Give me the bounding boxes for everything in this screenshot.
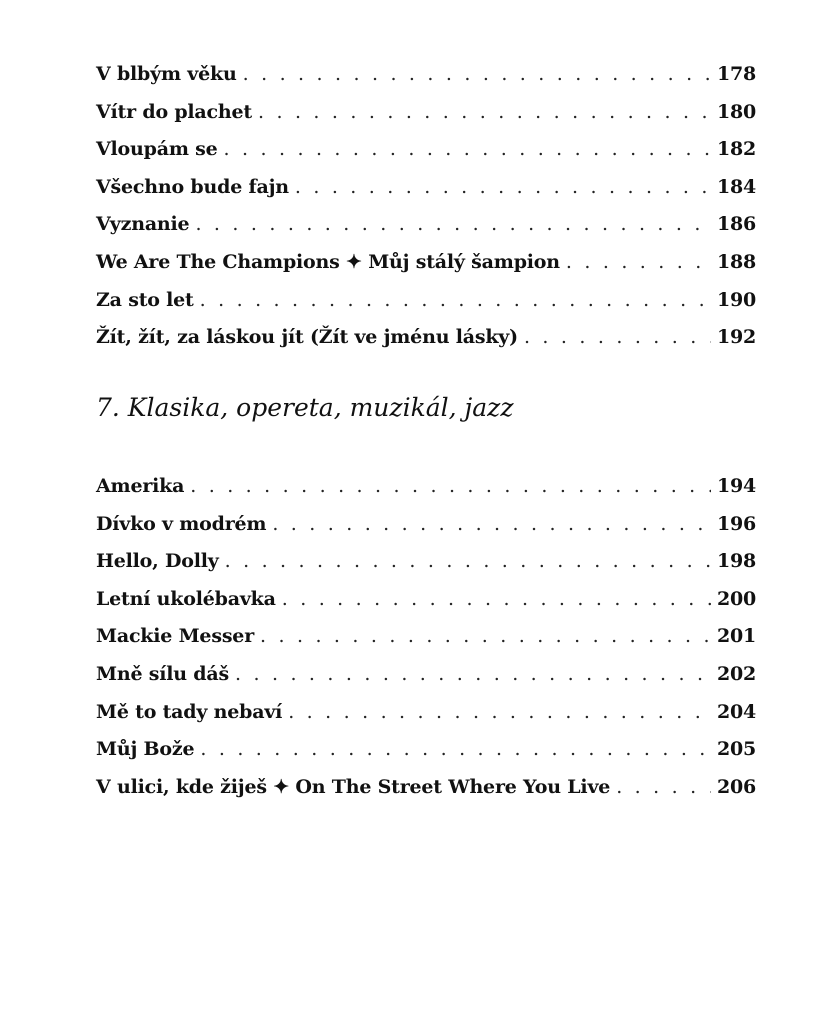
toc-entry-page-number: 204 [716, 700, 756, 723]
dot-leader [195, 213, 710, 235]
toc-entry-page-number: 182 [716, 138, 756, 161]
dot-leader [616, 776, 711, 798]
section-heading: 7. Klasika, opereta, muzikál, jazz [96, 393, 514, 422]
toc-entry[interactable] [96, 176, 756, 214]
toc-entry-title: V ulici, kde žiješ ✦ On The Street Where You Live [96, 775, 611, 798]
toc-entry[interactable] [96, 63, 756, 101]
toc-entry[interactable] [96, 138, 756, 176]
toc-entry-page-number: 202 [716, 662, 756, 685]
toc-entry[interactable] [96, 513, 756, 551]
toc-entry-title: Mně sílu dáš [96, 662, 230, 685]
toc-entry-page-number: 180 [716, 100, 756, 123]
toc-entry-title: Amerika [96, 475, 185, 497]
toc-entry[interactable] [96, 326, 756, 364]
toc-entry-title: Vítr do plachet [96, 100, 252, 123]
toc-entry[interactable] [96, 550, 756, 588]
toc-list-songs [96, 63, 756, 364]
toc-entry-title: Žít, žít, za láskou jít (Žít ve jménu lásky) [96, 326, 518, 349]
toc-entry-page-number: 201 [716, 625, 756, 648]
toc-entry-page-number: 188 [716, 250, 756, 273]
toc-entry-title: Za sto let [96, 288, 194, 311]
toc-entry-page-number: 196 [716, 512, 756, 535]
toc-entry-title: Dívko v modrém [96, 512, 267, 535]
toc-entry-title: Mackie Messer [96, 625, 255, 648]
toc-list-classic-operetta-musical-jazz [96, 475, 756, 813]
toc-entry[interactable] [96, 776, 756, 814]
dot-leader [272, 513, 711, 535]
toc-entry[interactable] [96, 588, 756, 626]
toc-entry-page-number: 178 [716, 63, 756, 85]
toc-entry-title: Vyznanie [96, 213, 190, 236]
dot-leader [235, 663, 711, 685]
toc-entry-page-number: 198 [716, 550, 756, 573]
dot-leader [282, 588, 711, 610]
toc-entry-title: Všechno bude fajn [96, 175, 289, 198]
dot-leader [295, 176, 711, 198]
dot-leader [258, 101, 711, 123]
dot-leader [224, 138, 711, 160]
toc-entry-title: Hello, Dolly [96, 550, 219, 573]
toc-entry[interactable] [96, 289, 756, 327]
dot-leader [190, 475, 711, 497]
dot-leader [566, 251, 711, 273]
toc-entry-title: V blbým věku [96, 63, 237, 85]
toc-entry-page-number: 192 [716, 326, 756, 349]
toc-entry-page-number: 200 [716, 587, 756, 610]
dot-leader [524, 326, 711, 348]
dot-leader [225, 550, 711, 572]
toc-entry[interactable] [96, 701, 756, 739]
toc-entry-page-number: 206 [716, 775, 756, 798]
toc-entry-page-number: 205 [716, 738, 756, 761]
toc-entry-page-number: 190 [716, 288, 756, 311]
dot-leader [200, 738, 711, 760]
toc-entry-title: Vloupám se [96, 138, 218, 161]
toc-entry-title: Můj Bože [96, 738, 195, 761]
dot-leader [260, 625, 711, 647]
dot-leader [243, 63, 711, 85]
toc-entry-title: We Are The Champions ✦ Můj stálý šampion [96, 250, 560, 273]
toc-entry[interactable] [96, 475, 756, 513]
dot-leader [288, 701, 711, 723]
toc-entry[interactable] [96, 625, 756, 663]
dot-leader [200, 289, 711, 311]
toc-entry[interactable] [96, 213, 756, 251]
toc-entry-page-number: 194 [716, 475, 756, 497]
toc-entry[interactable] [96, 101, 756, 139]
toc-entry-page-number: 184 [716, 175, 756, 198]
toc-entry-title: Letní ukolébavka [96, 587, 276, 610]
toc-entry[interactable] [96, 663, 756, 701]
toc-entry[interactable] [96, 738, 756, 776]
toc-entry[interactable] [96, 251, 756, 289]
toc-entry-page-number: 186 [716, 213, 756, 236]
toc-entry-title: Mě to tady nebaví [96, 700, 283, 723]
